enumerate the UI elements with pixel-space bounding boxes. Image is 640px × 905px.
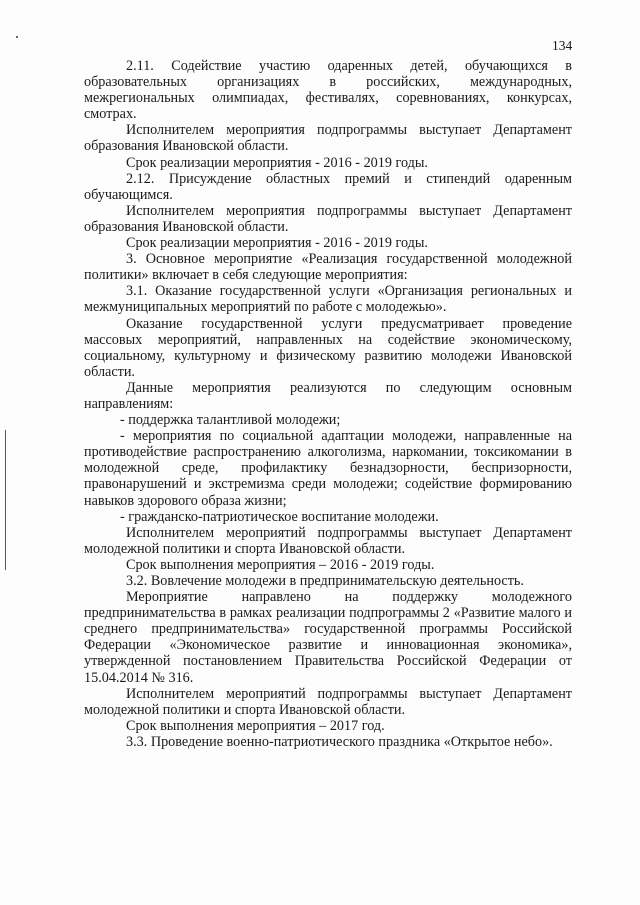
paragraph-3-1: 3.1. Оказание государственной услуги «Организация региональных и межмуниципальных мероприятий по работе с молодежью». (84, 283, 572, 316)
page-number: 134 (552, 38, 573, 53)
scan-artifact-dot (16, 36, 18, 38)
paragraph-3-3: 3.3. Проведение военно-патриотического праздника «Открытое небо». (126, 733, 553, 750)
paragraph-term: Срок реализации мероприятия - 2016 - 2019 годы. (126, 235, 428, 252)
paragraph-executor: Исполнителем мероприятий подпрограммы выступает Департамент молодежной политики и спорта Ивановской области. (84, 685, 572, 718)
paragraph-term: Срок выполнения мероприятия – 2017 год. (126, 717, 385, 734)
paragraph-3: 3. Основное мероприятие «Реализация государственной молодежной политики» включает в себя следующие мероприятия: (84, 251, 572, 284)
paragraph-term: Срок реализации мероприятия - 2016 - 2019 годы. (126, 154, 428, 171)
scan-artifact-line (5, 430, 6, 570)
paragraph-2-12: 2.12. Присуждение областных премий и стипендий одаренным обучающимся. (84, 170, 572, 203)
list-item: - поддержка талантливой молодежи; (120, 412, 341, 429)
paragraph-directions-intro: Данные мероприятия реализуются по следующим основным направлениям: (84, 379, 572, 412)
paragraph-2-11: 2.11. Содействие участию одаренных детей, обучающихся в образовательных организациях в российских, международных, межрегиональных олимпиадах, фестивалях, соревнованиях, конкурсах, смотрах. (84, 58, 572, 123)
paragraph-service-description: Оказание государственной услуги предусматривает проведение массовых мероприятий, направленных на содействие экономическому, социальному, культурному и физическому развитию молодежи Ивановской области. (84, 315, 572, 380)
list-item: - гражданско-патриотическое воспитание молодежи. (120, 508, 439, 525)
paragraph-entrepreneurship: Мероприятие направлено на поддержку молодежного предпринимательства в рамках реализации подпрограммы 2 «Развитие малого и среднего предпринимательства» государственной программы Российской Федерации «Экономическое развитие и инновационная экономика», утвержденной постановлением Правительства Российской Федерации от 15.04.2014 № 316. (84, 589, 572, 686)
list-item: - мероприятия по социальной адаптации молодежи, направленные на противодействие распространению алкоголизма, наркомании, токсикомании в молодежной среде, профилактику безнадзорности, беспризорности, правонарушений и экстремизма среди молодежи; содействие формированию навыков здорового образа жизни; (84, 428, 572, 509)
paragraph-executor: Исполнителем мероприятий подпрограммы выступает Департамент молодежной политики и спорта Ивановской области. (84, 524, 572, 557)
paragraph-3-2: 3.2. Вовлечение молодежи в предпринимательскую деятельность. (126, 573, 524, 589)
paragraph-term: Срок выполнения мероприятия – 2016 - 2019 годы. (126, 556, 435, 573)
document-body (84, 58, 572, 750)
paragraph-executor: Исполнителем мероприятия подпрограммы выступает Департамент образования Ивановской области. (84, 202, 572, 235)
paragraph-executor: Исполнителем мероприятия подпрограммы выступает Департамент образования Ивановской области. (84, 122, 572, 155)
